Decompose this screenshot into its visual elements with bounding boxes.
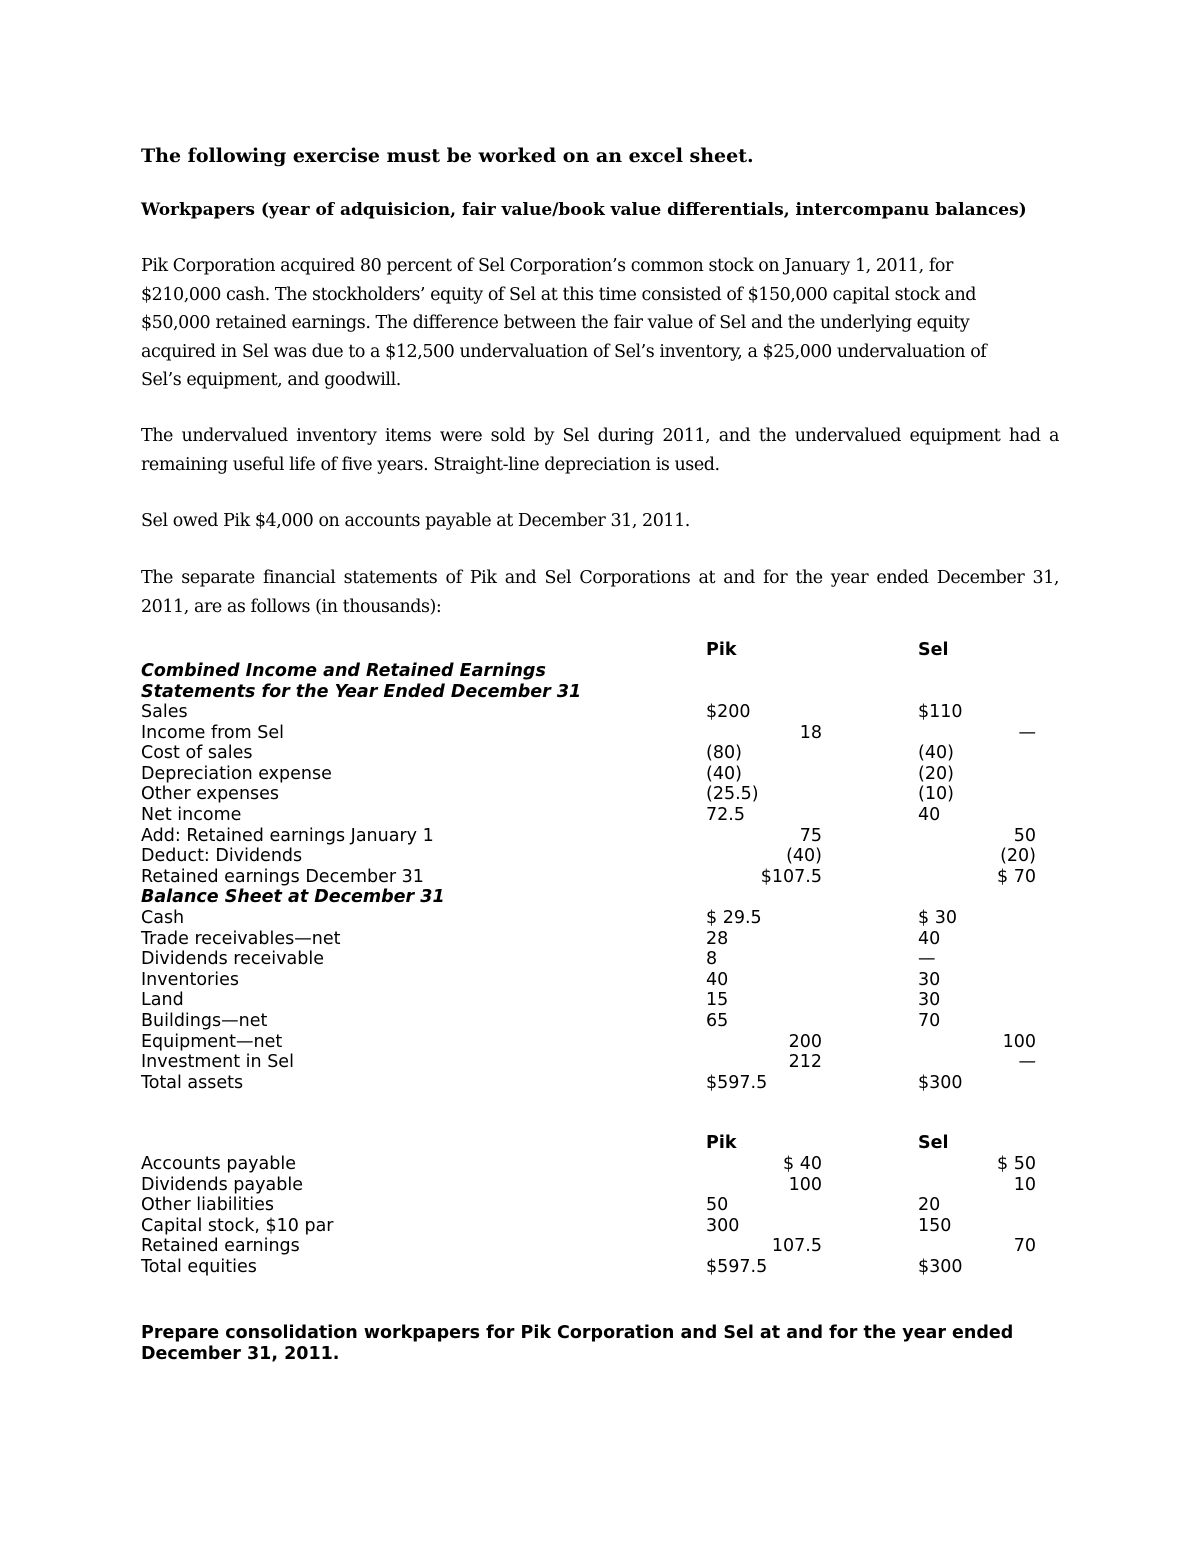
pik-value: 8 xyxy=(706,949,718,970)
sel-value: — xyxy=(918,949,936,970)
pik-value: 300 xyxy=(706,1215,740,1236)
sel-value: 100 xyxy=(1002,1031,1036,1052)
page-title: The following exercise must be worked on an excel sheet. xyxy=(141,145,754,167)
sel-value: 150 xyxy=(918,1215,952,1236)
sel-value: (20) xyxy=(1000,846,1036,867)
column-header-pik: Pik xyxy=(706,640,737,660)
sel-value: 70 xyxy=(918,1011,941,1031)
pik-value: 65 xyxy=(706,1011,729,1031)
row-label: Cash xyxy=(141,908,185,928)
pik-value: $107.5 xyxy=(760,866,822,887)
row-label: Land xyxy=(141,990,184,1011)
paragraph-accounts-payable: Sel owed Pik $4,000 on accounts payable at December 31, 2011. xyxy=(141,511,690,531)
pik-value: (40) xyxy=(706,763,742,784)
row-label: Other expenses xyxy=(141,784,280,805)
pik-value: 28 xyxy=(706,928,729,949)
sel-value: $110 xyxy=(918,702,963,722)
pik-value: 40 xyxy=(706,969,729,990)
row-label: Buildings—net xyxy=(141,1011,268,1031)
sel-value: 30 xyxy=(918,990,941,1011)
sel-value: — xyxy=(1018,1052,1036,1073)
pik-value: $ 29.5 xyxy=(706,908,762,928)
row-label: Depreciation expense xyxy=(141,763,332,784)
row-label: Investment in Sel xyxy=(141,1052,294,1073)
pik-value: 107.5 xyxy=(771,1236,822,1257)
sel-value: $300 xyxy=(918,1257,963,1277)
paragraph-acquisition xyxy=(141,252,1059,395)
column-header-sel: Sel xyxy=(918,1133,949,1153)
sel-value: $ 30 xyxy=(918,908,957,928)
pik-value: 18 xyxy=(799,722,822,743)
page-subtitle: Workpapers (year of adquisicion, fair value/book value differentials, intercompanu balances) xyxy=(141,200,1027,220)
row-label: Cost of sales xyxy=(141,743,253,764)
row-label: Inventories xyxy=(141,969,239,990)
sel-value: 20 xyxy=(918,1195,941,1216)
pik-value: 100 xyxy=(788,1174,822,1195)
sel-value: (10) xyxy=(918,784,954,805)
row-label: Net income xyxy=(141,805,242,825)
paragraph-undervalued: The undervalued inventory items were sold by Sel during 2011, and the undervalued equipment had a remaining useful life of five years. Straight-line depreciation is used. xyxy=(141,426,1059,475)
pik-value: (40) xyxy=(786,846,822,867)
paragraph-line: acquired in Sel was due to a $12,500 undervaluation of Sel’s inventory, a $25,000 undervaluation of xyxy=(141,341,987,362)
sel-value: — xyxy=(1018,722,1036,743)
closing-instruction: Prepare consolidation workpapers for Pik Corporation and Sel at and for the year ended December 31, 2011. xyxy=(141,1323,1014,1364)
row-label: Trade receivables—net xyxy=(141,928,341,949)
row-label: Income from Sel xyxy=(141,722,284,743)
sel-value: $300 xyxy=(918,1072,963,1093)
paragraph-statements-intro: The separate financial statements of Pik and Sel Corporations at and for the year ended December 31, 2011, are as follows (in thousands): xyxy=(141,568,1059,617)
row-label: Retained earnings xyxy=(141,1236,300,1257)
pik-value: $ 40 xyxy=(783,1154,822,1174)
row-label: Total equities xyxy=(141,1257,257,1277)
sel-value: 70 xyxy=(1013,1236,1036,1257)
paragraph-line: Sel’s equipment, and goodwill. xyxy=(141,370,401,390)
sel-value: 40 xyxy=(918,928,941,949)
pik-value: (80) xyxy=(706,743,742,764)
sel-value: (20) xyxy=(918,763,954,784)
column-header-sel: Sel xyxy=(918,640,949,660)
pik-value: 200 xyxy=(788,1031,822,1052)
row-label: Add: Retained earnings January 1 xyxy=(141,825,434,846)
row-label: Other liabilities xyxy=(141,1195,275,1216)
row-label: Accounts payable xyxy=(141,1154,296,1174)
pik-value: 212 xyxy=(788,1052,822,1073)
pik-value: 72.5 xyxy=(706,805,745,825)
row-label: Sales xyxy=(141,702,188,722)
row-label: Total assets xyxy=(141,1072,244,1093)
paragraph-line: $210,000 cash. The stockholders’ equity of Sel at this time consisted of $150,000 capital stock and xyxy=(141,284,977,305)
pik-value: 75 xyxy=(799,825,822,846)
row-label: Deduct: Dividends xyxy=(141,846,303,867)
row-label: Dividends receivable xyxy=(141,949,324,970)
row-label: Retained earnings December 31 xyxy=(141,866,424,887)
sel-value: 50 xyxy=(1013,825,1036,846)
paragraph-line: Pik Corporation acquired 80 percent of Sel Corporation’s common stock on January 1, 2011, for xyxy=(141,256,953,276)
pik-value: $200 xyxy=(706,702,751,722)
sel-value: 10 xyxy=(1013,1174,1036,1195)
pik-value: 15 xyxy=(706,990,729,1011)
row-label: Equipment—net xyxy=(141,1031,283,1052)
pik-value: $597.5 xyxy=(706,1072,768,1093)
sel-value: $ 70 xyxy=(997,866,1036,887)
section-title-income: Statements for the Year Ended December 31 xyxy=(141,682,582,702)
sel-value: 40 xyxy=(918,805,941,825)
pik-value: 50 xyxy=(706,1195,729,1216)
pik-value: $597.5 xyxy=(706,1257,768,1277)
column-header-pik: Pik xyxy=(706,1133,737,1153)
row-label: Dividends payable xyxy=(141,1174,303,1195)
section-title-income: Combined Income and Retained Earnings xyxy=(141,661,546,681)
paragraph-line: $50,000 retained earnings. The difference between the fair value of Sel and the underlying equity xyxy=(141,313,970,333)
pik-value: (25.5) xyxy=(706,784,759,805)
sel-value: (40) xyxy=(918,743,954,764)
row-label: Capital stock, $10 par xyxy=(141,1215,334,1236)
section-title-balance-sheet: Balance Sheet at December 31 xyxy=(141,887,445,907)
sel-value: $ 50 xyxy=(997,1154,1036,1174)
sel-value: 30 xyxy=(918,969,941,990)
